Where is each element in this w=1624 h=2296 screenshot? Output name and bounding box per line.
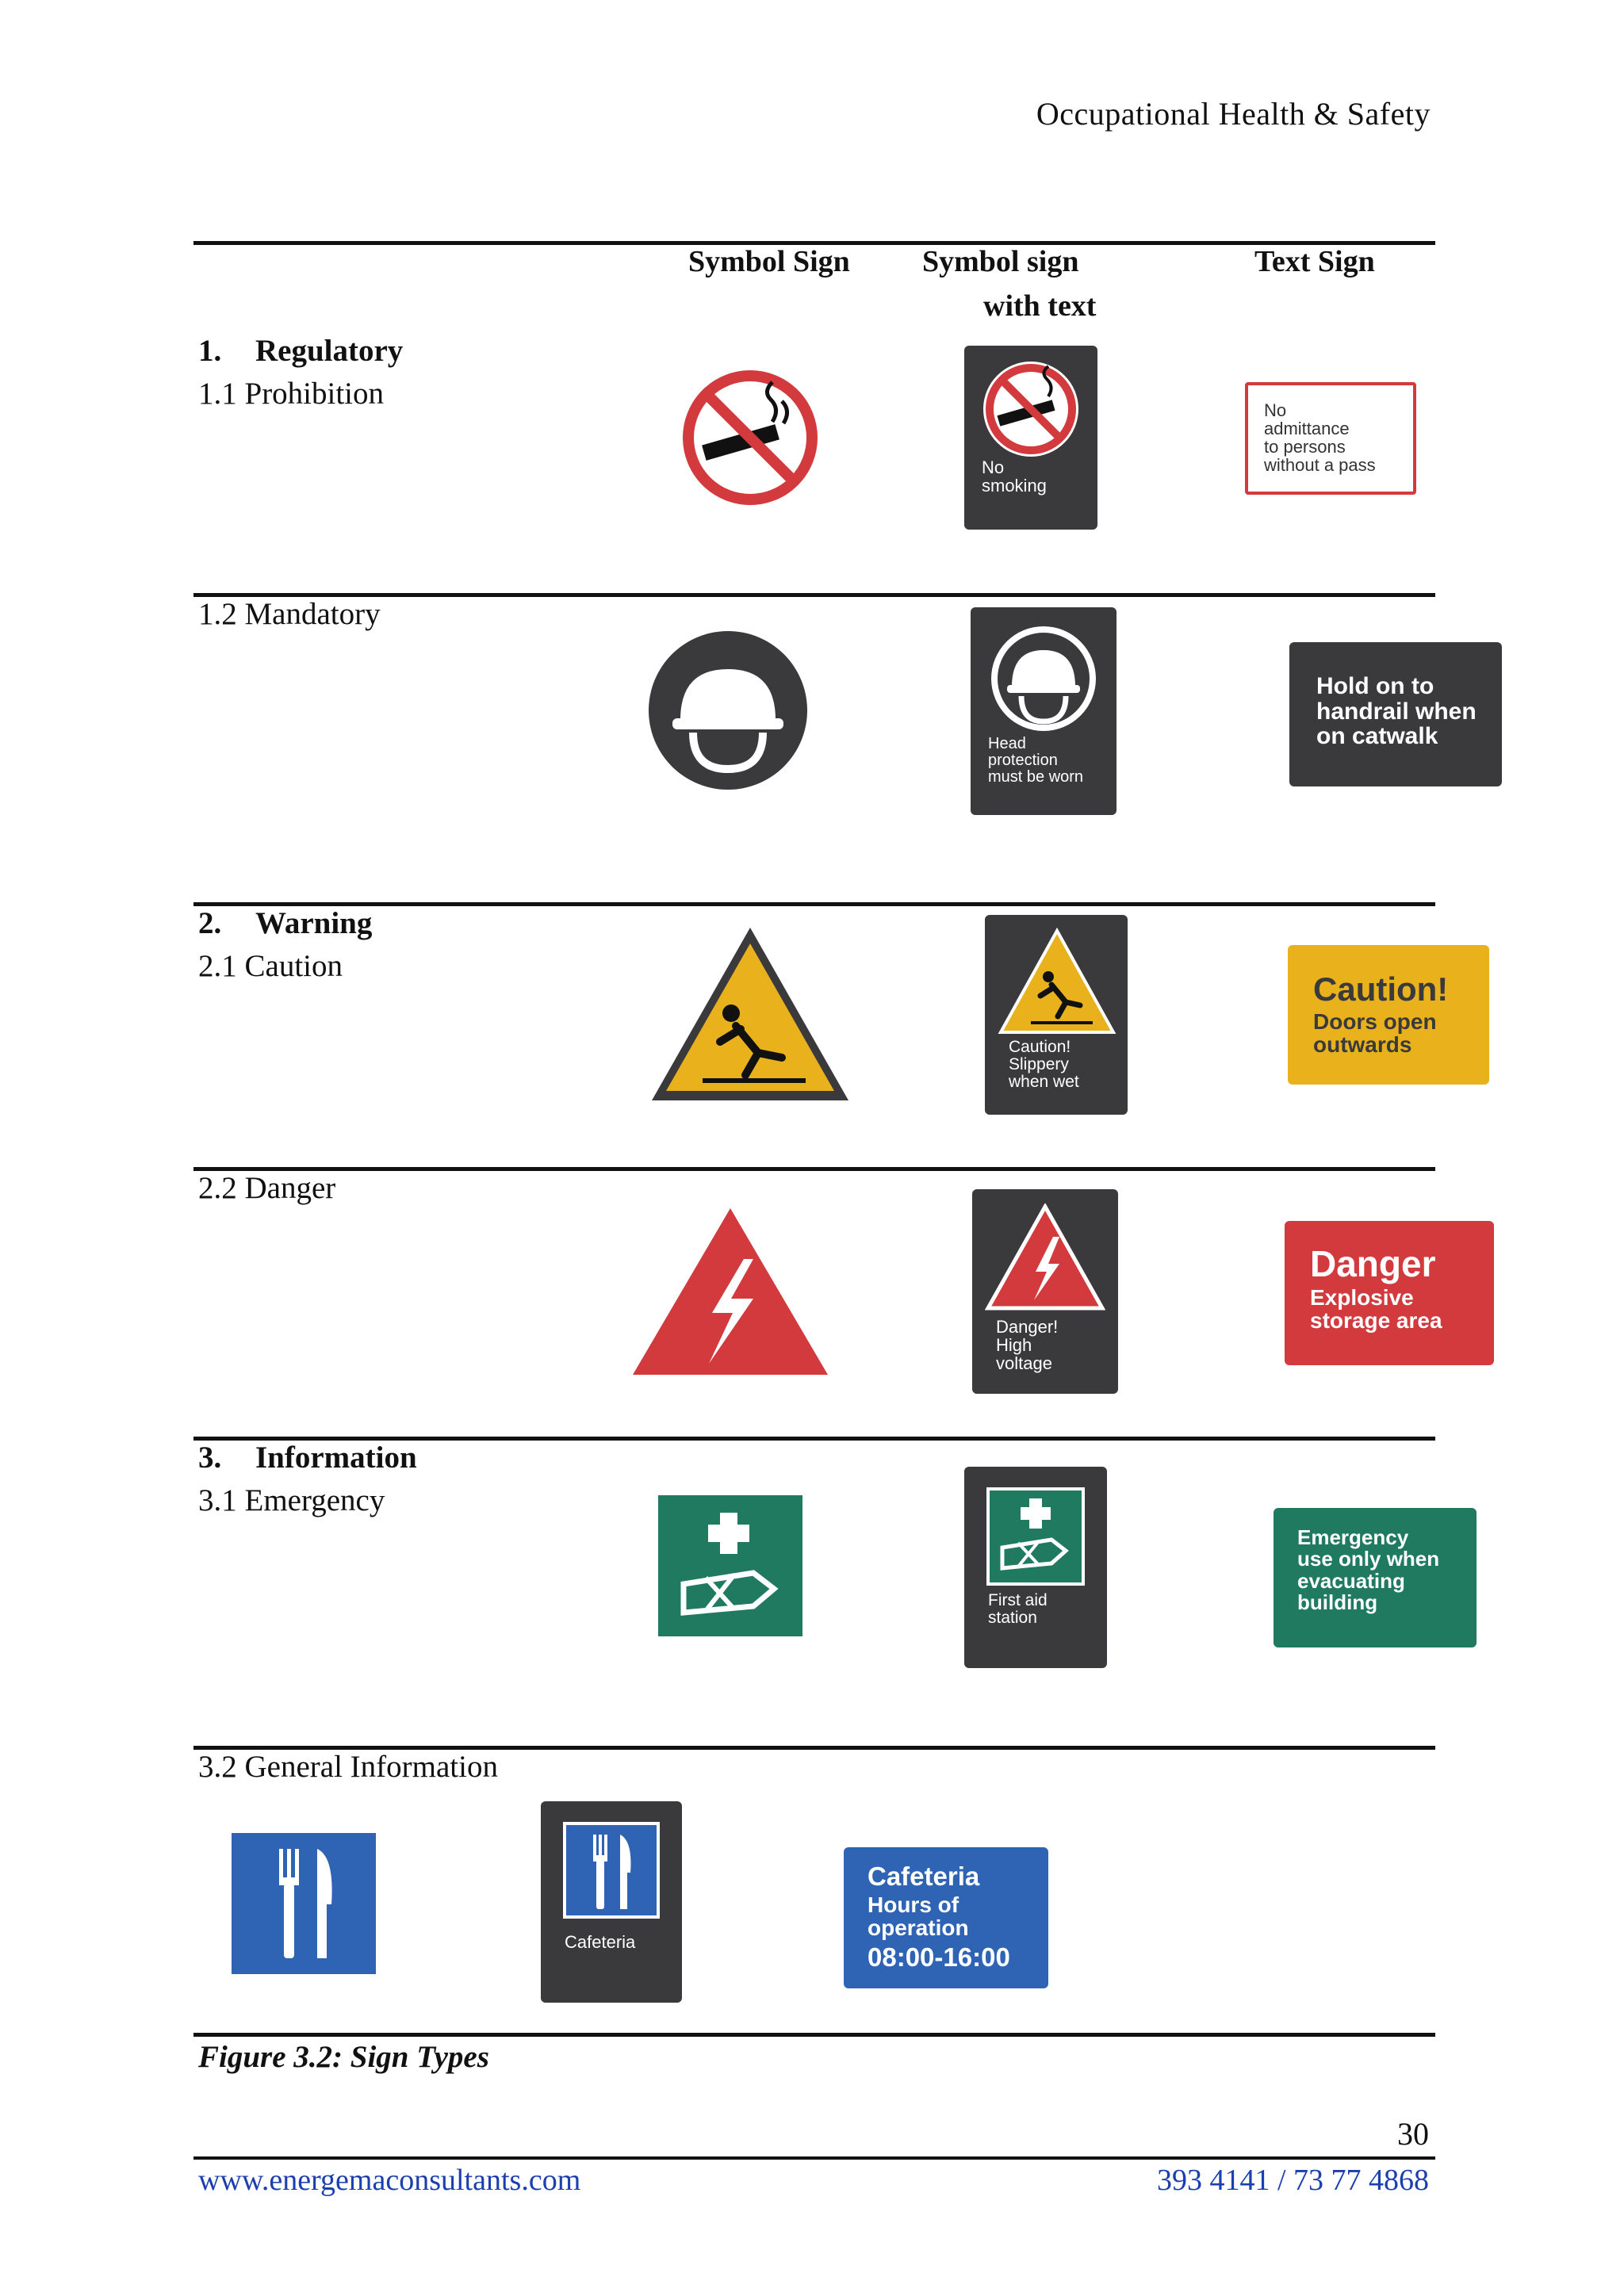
- sign-text-line: Hold on to: [1316, 673, 1434, 699]
- cafeteria-hours-text-sign: [844, 1847, 1048, 1988]
- column-header-symbol-text-1: Symbol sign: [922, 245, 1079, 278]
- sign-text-line: No: [982, 457, 1005, 477]
- sign-text-line: operation: [868, 1915, 969, 1941]
- slippery-warning-symbol-sign: [647, 923, 853, 1107]
- footer-website-link[interactable]: www.energemaconsultants.com: [198, 2164, 581, 2197]
- sign-text-line: evacuating: [1297, 1568, 1405, 1593]
- first-aid-symbol-sign: [658, 1495, 802, 1636]
- column-header-symbol: Symbol Sign: [688, 245, 850, 278]
- sign-text-line: handrail when: [1316, 698, 1477, 725]
- high-voltage-symbol-sign: [630, 1205, 831, 1378]
- slippery-text-sign: [985, 915, 1128, 1115]
- row-label-caution: 2.1 Caution: [198, 949, 343, 983]
- page-number: 30: [1397, 2116, 1429, 2152]
- head-protection-text-sign: [971, 607, 1116, 815]
- sign-text-line: voltage: [996, 1353, 1052, 1374]
- caution-text-sign: [1288, 945, 1489, 1085]
- no-admittance-text-sign: [1245, 382, 1416, 495]
- sign-text-line: High: [996, 1335, 1032, 1356]
- row-label-mandatory: 1.2 Mandatory: [198, 597, 381, 631]
- row-label-emergency: 3.1 Emergency: [198, 1483, 385, 1517]
- sign-text-line: Emergency: [1297, 1525, 1409, 1549]
- section-information: 3. Information: [198, 1441, 417, 1475]
- emergency-use-text-sign: [1274, 1508, 1477, 1647]
- sign-text-line: Slippery: [1009, 1055, 1069, 1074]
- row-label-danger: 2.2 Danger: [198, 1171, 336, 1205]
- danger-sign-title: Danger: [1310, 1243, 1436, 1284]
- sign-text-line: without a pass: [1264, 455, 1376, 476]
- sign-text-line: storage area: [1310, 1308, 1442, 1334]
- sign-text-line: use only when: [1297, 1547, 1440, 1571]
- sign-text-line: smoking: [982, 476, 1047, 496]
- sign-text-line: Hours of: [868, 1892, 959, 1917]
- column-header-text: Text Sign: [1254, 245, 1375, 278]
- row-label-general-information: 3.2 General Information: [198, 1750, 498, 1784]
- first-aid-icon: [986, 1487, 1085, 1586]
- footer-phone: 393 4141 / 73 77 4868: [1156, 2164, 1429, 2197]
- high-voltage-text-sign: [972, 1189, 1118, 1394]
- sign-text-line: when wet: [1009, 1073, 1079, 1092]
- sign-text-line: Caution!: [1009, 1038, 1071, 1056]
- no-smoking-text-sign: [964, 346, 1097, 530]
- table-bottom-rule: [193, 2033, 1435, 2037]
- slippery-warning-icon: [998, 926, 1116, 1039]
- sign-text-line: protection: [988, 752, 1058, 769]
- hard-hat-symbol-sign: [647, 629, 809, 791]
- sign-text-line: station: [988, 1609, 1037, 1628]
- cafeteria-symbol-text-sign: [541, 1801, 682, 2003]
- sign-text-line: Doors open: [1313, 1009, 1437, 1034]
- section-rule: [193, 902, 1435, 906]
- running-header: Occupational Health & Safety: [1036, 96, 1431, 132]
- figure-caption: Figure 3.2: Sign Types: [198, 2040, 489, 2074]
- sign-text-line: building: [1297, 1590, 1378, 1614]
- caution-sign-title: Caution!: [1313, 970, 1449, 1008]
- sign-text-line: Danger!: [996, 1317, 1059, 1337]
- cutlery-symbol-sign: [232, 1833, 376, 1974]
- handrail-text-sign: [1289, 642, 1502, 786]
- sign-text-line: Explosive: [1310, 1285, 1414, 1310]
- section-warning: 2. Warning: [198, 906, 373, 940]
- first-aid-text-sign: [964, 1467, 1107, 1668]
- no-smoking-icon: [979, 357, 1083, 461]
- section-regulatory: 1. Regulatory: [198, 334, 404, 368]
- row-label-prohibition: 1.1 Prohibition: [198, 377, 385, 411]
- high-voltage-icon: [985, 1203, 1105, 1311]
- cutlery-icon: [563, 1822, 660, 1919]
- sign-text-line: on catwalk: [1316, 723, 1438, 749]
- hard-hat-icon: [988, 623, 1099, 734]
- sign-text-line: Cafeteria: [565, 1932, 636, 1952]
- no-smoking-symbol-sign: [679, 366, 822, 509]
- column-header-symbol-text-2: with text: [983, 289, 1097, 323]
- sign-text-line: Head: [988, 735, 1026, 752]
- sign-text-line: No: [1264, 400, 1287, 420]
- sign-text-line: 08:00-16:00: [868, 1942, 1010, 1972]
- sign-text-line: must be worn: [988, 768, 1084, 786]
- danger-text-sign: [1285, 1221, 1494, 1365]
- sign-text-line: First aid: [988, 1591, 1048, 1609]
- row-rule: [193, 1167, 1435, 1171]
- sign-text-line: to persons: [1264, 437, 1346, 457]
- footer-rule: [193, 2156, 1435, 2160]
- sign-text-line: outwards: [1313, 1032, 1412, 1058]
- sign-text-line: Cafeteria: [868, 1862, 980, 1891]
- sign-text-line: admittance: [1264, 419, 1350, 439]
